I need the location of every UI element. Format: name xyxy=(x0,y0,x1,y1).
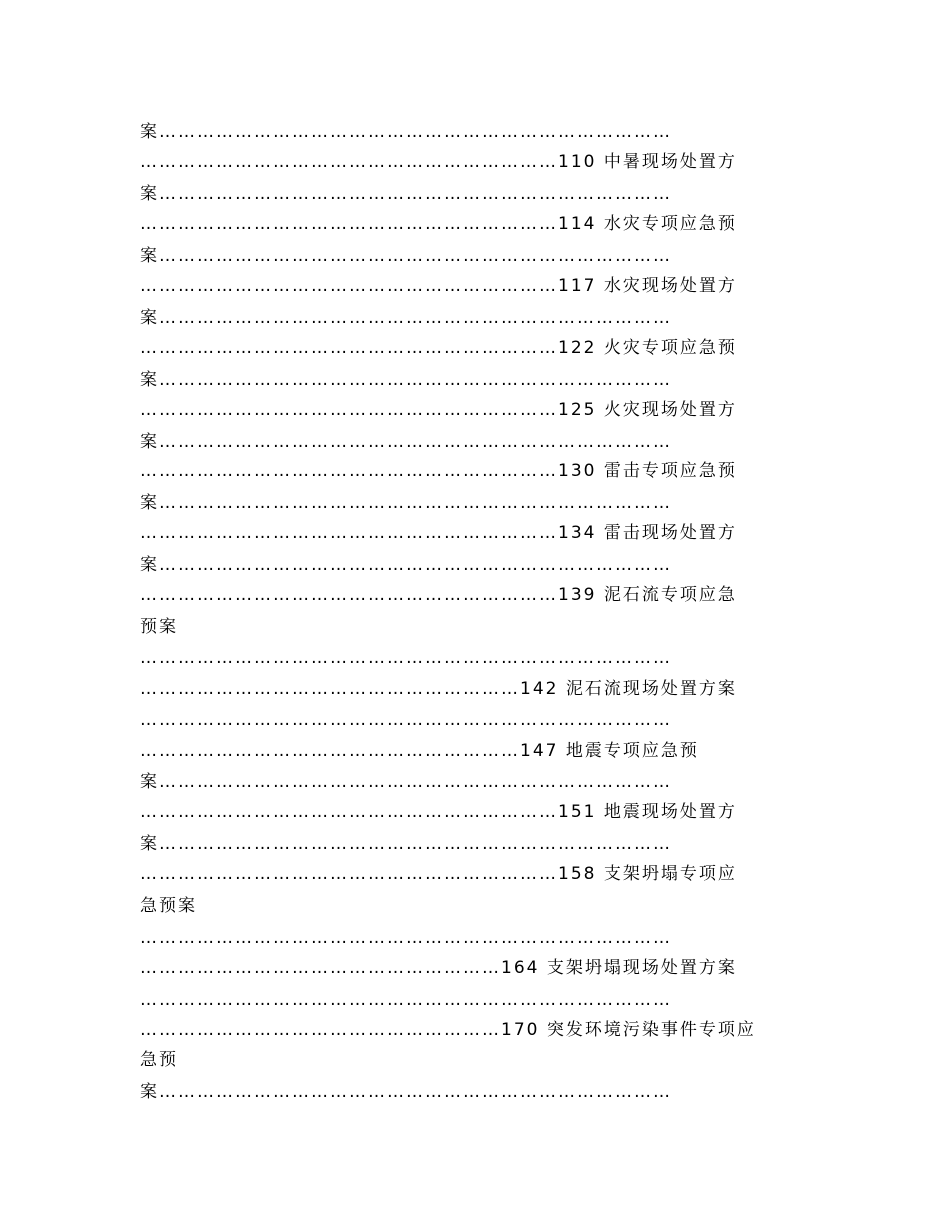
toc-line: ………………………………………………………………………… xyxy=(140,990,672,1010)
toc-line: …………………………………………………164 支架坍塌现场处置方案 xyxy=(140,958,737,978)
toc-line: 案……………………………………………………………………… xyxy=(140,370,672,390)
toc-line: 案……………………………………………………………………… xyxy=(140,308,672,328)
toc-line: 案……………………………………………………………………… xyxy=(140,1082,672,1102)
toc-line: …………………………………………………………158 支架坍塌专项应 xyxy=(140,864,737,884)
toc-line: 案……………………………………………………………………… xyxy=(140,432,672,452)
toc-line: 案……………………………………………………………………… xyxy=(140,493,672,513)
toc-line: ……………………………………………………142 泥石流现场处置方案 xyxy=(140,679,737,699)
toc-line: …………………………………………………170 突发环境污染事件专项应 xyxy=(140,1020,756,1040)
toc-line: …………………………………………………………110 中暑现场处置方 xyxy=(140,152,737,172)
toc-line: 预案 xyxy=(140,617,178,637)
toc-line: …………………………………………………………117 水灾现场处置方 xyxy=(140,276,737,296)
toc-line: …………………………………………………………114 水灾专项应急预 xyxy=(140,214,737,234)
toc-line: 案……………………………………………………………………… xyxy=(140,122,672,142)
toc-line: …………………………………………………………151 地震现场处置方 xyxy=(140,802,737,822)
toc-line: …………………………………………………………134 雷击现场处置方 xyxy=(140,523,737,543)
toc-line: 急预 xyxy=(140,1050,178,1070)
toc-line: ………………………………………………………………………… xyxy=(140,648,672,668)
toc-line: ……………………………………………………147 地震专项应急预 xyxy=(140,741,699,761)
toc-line: …………………………………………………………125 火灾现场处置方 xyxy=(140,400,737,420)
toc-line: 案……………………………………………………………………… xyxy=(140,246,672,266)
toc-line: 案……………………………………………………………………… xyxy=(140,184,672,204)
toc-line: …………………………………………………………122 火灾专项应急预 xyxy=(140,338,737,358)
toc-line: ………………………………………………………………………… xyxy=(140,710,672,730)
toc-line: ………………………………………………………………………… xyxy=(140,928,672,948)
toc-line: …………………………………………………………130 雷击专项应急预 xyxy=(140,461,737,481)
toc-line: 急预案 xyxy=(140,896,197,916)
toc-line: 案……………………………………………………………………… xyxy=(140,834,672,854)
toc-line: 案……………………………………………………………………… xyxy=(140,555,672,575)
toc-line: …………………………………………………………139 泥石流专项应急 xyxy=(140,585,737,605)
toc-line: 案……………………………………………………………………… xyxy=(140,772,672,792)
